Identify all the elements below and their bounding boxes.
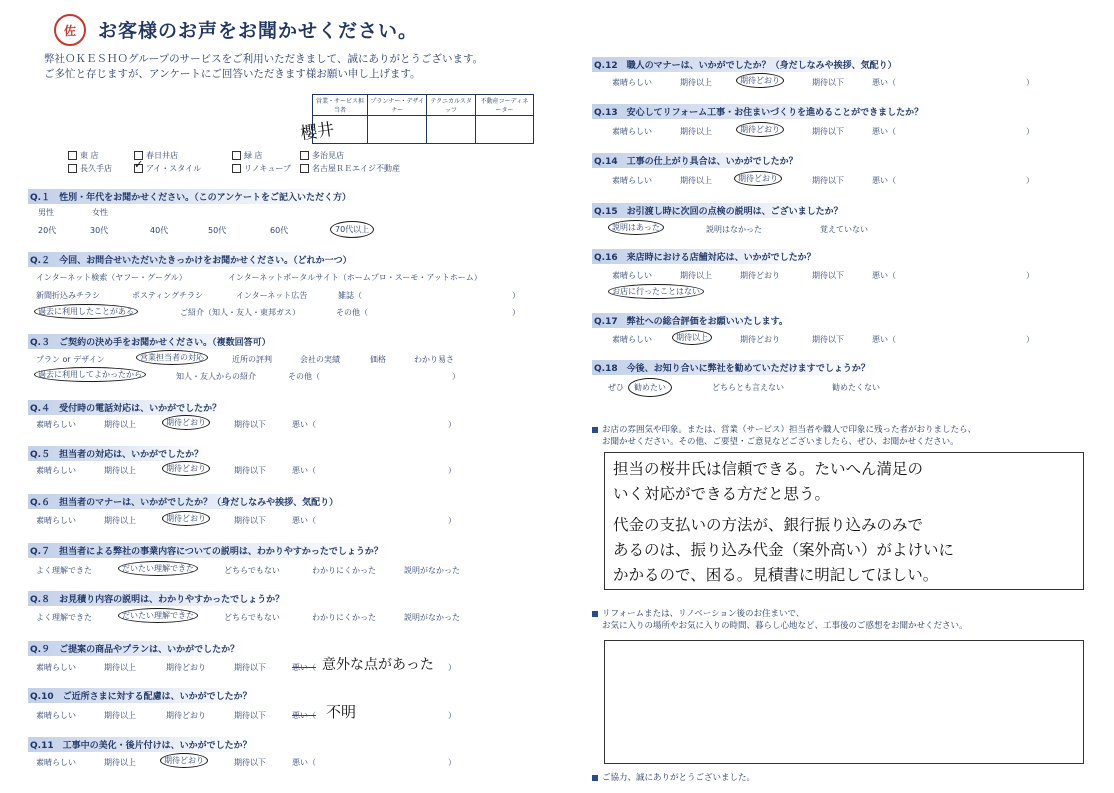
- q15-dont-remember[interactable]: 覚えていない: [820, 225, 868, 234]
- q14-below[interactable]: 期待以下: [812, 176, 844, 185]
- q2-internet-search[interactable]: インターネット検索（ヤフー・グーグル）: [36, 273, 187, 282]
- q1-female[interactable]: 女性: [92, 208, 108, 217]
- q11-above[interactable]: 期待以上: [104, 758, 136, 767]
- q15-not-explained[interactable]: 説明はなかった: [706, 225, 762, 234]
- q6-label: Q.６ 担当者のマナーは、いかがでしたか？（身だしなみや挨拶、気配り）: [28, 494, 344, 509]
- q11-bad-close: ）: [448, 758, 456, 767]
- q3-friend-referral[interactable]: 知人・友人からの紹介: [176, 372, 256, 381]
- branch-kasugai[interactable]: 春日井店: [134, 150, 178, 161]
- q3-track-record[interactable]: 会社の実績: [300, 355, 340, 364]
- q5-below[interactable]: 期待以下: [234, 466, 266, 475]
- staff-header-realestate: 不動産コーディネーター: [475, 95, 533, 116]
- q3-other-close: ）: [452, 372, 460, 381]
- staff-header-sales: 営業・サービス担当者: [313, 95, 368, 116]
- q15-label: Q.15 お引渡し時に次回の点検の説明は、ございましたか？: [592, 203, 849, 218]
- q4-label: Q.４ 受付時の電話対応は、いかがでしたか？: [28, 400, 227, 415]
- q12-as-expected-selected[interactable]: 期待どおり: [736, 73, 784, 88]
- branch-ai-style[interactable]: ✓ アイ・スタイル: [134, 158, 202, 173]
- q4-below[interactable]: 期待以下: [234, 420, 266, 429]
- impression-prompt-line-1: リフォームまたは、リノベーション後のお住まいで、: [602, 609, 805, 619]
- q17-label: Q.17 弊社への総合評価をお願いいたします。: [592, 313, 794, 328]
- q17-above-selected[interactable]: 期待以上: [672, 330, 712, 345]
- q12-excellent[interactable]: 素晴らしい: [612, 78, 652, 87]
- q2-magazine[interactable]: 雑誌（: [338, 291, 362, 300]
- q8-hard-to-understand[interactable]: わかりにくかった: [312, 613, 376, 622]
- q6-excellent[interactable]: 素晴らしい: [36, 516, 76, 525]
- q13-above[interactable]: 期待以上: [680, 127, 712, 136]
- q18-label: Q.18 今後、お知り合いに弊社を勧めていただけますでしょうか？: [592, 360, 876, 375]
- q11-label: Q.11 工事中の美化・後片付けは、いかがでしたか？: [28, 737, 258, 752]
- q9-as-expected[interactable]: 期待どおり: [166, 663, 206, 672]
- q3-clarity[interactable]: わかり易さ: [414, 355, 454, 364]
- q5-excellent[interactable]: 素晴らしい: [36, 466, 76, 475]
- comment-handwritten-text: [613, 457, 954, 588]
- company-seal-stamp: 佐: [54, 14, 86, 46]
- q10-below[interactable]: 期待以下: [234, 711, 266, 720]
- comment-prompt: [592, 424, 976, 448]
- q3-sales-rep-selected[interactable]: 営業担当者の対応: [136, 350, 208, 365]
- intro-line-2: ご多忙と存じますが、アンケートにご回答いただきます様お願い申し上げます。: [44, 68, 421, 80]
- q10-handwritten-comment: 不明: [326, 703, 357, 721]
- staff-cell-technical: [427, 116, 476, 144]
- q10-bad-close: ）: [448, 711, 456, 720]
- q5-bad-close: ）: [448, 466, 456, 475]
- q2-portal-site[interactable]: インターネットポータルサイト（ホームプロ・スーモ・アットホーム）: [228, 273, 482, 282]
- branch-tajimi[interactable]: 多治見店: [300, 150, 344, 161]
- q3-used-before-selected[interactable]: 過去に利用してよかったから: [34, 367, 146, 382]
- branch-renocube[interactable]: リノキューブ: [232, 163, 291, 174]
- page-title: お客様のお声をお聞かせください。: [98, 20, 419, 42]
- q14-above[interactable]: 期待以上: [680, 176, 712, 185]
- q8-well-understood[interactable]: よく理解できた: [36, 613, 92, 622]
- comment-line-2: いく対応ができる方だと思う。: [613, 485, 831, 503]
- staff-header-technical: テクニカルスタッフ: [427, 95, 476, 116]
- q1-age-30s[interactable]: 30代: [90, 226, 109, 235]
- q5-bad[interactable]: 悪い（: [292, 466, 316, 475]
- q4-bad-close: ）: [448, 420, 456, 429]
- q3-reputation[interactable]: 近所の評判: [232, 355, 272, 364]
- q14-excellent[interactable]: 素晴らしい: [612, 176, 652, 185]
- checkbox-icon[interactable]: [68, 164, 77, 173]
- q1-label: Q.１ 性別・年代をお聞かせください。（このアンケートをご記入いただく方）: [28, 189, 357, 204]
- staff-header-planner: プランナー・デザイナー: [367, 95, 426, 116]
- q12-below[interactable]: 期待以下: [812, 78, 844, 87]
- q3-other[interactable]: その他（: [288, 372, 320, 381]
- q6-bad-close: ）: [448, 516, 456, 525]
- q13-bad[interactable]: 悪い（: [872, 127, 896, 136]
- comment-box[interactable]: [604, 452, 1084, 590]
- q11-below[interactable]: 期待以下: [234, 758, 266, 767]
- q7-no-explanation[interactable]: 説明がなかった: [404, 566, 460, 575]
- q9-above[interactable]: 期待以上: [104, 663, 136, 672]
- bullet-square-icon: [592, 775, 598, 781]
- q1-age-40s[interactable]: 40代: [150, 226, 169, 235]
- q1-age-20s[interactable]: 20代: [38, 226, 57, 235]
- q7-neutral[interactable]: どちらでもない: [224, 566, 280, 575]
- q12-label: Q.12 職人のマナーは、いかがでしたか？（身だしなみや挨拶、気配り）: [592, 57, 903, 72]
- q5-label: Q.５ 担当者の対応は、いかがでしたか？: [28, 446, 209, 461]
- q16-label: Q.16 来店時における店舗対応は、いかがでしたか？: [592, 249, 822, 264]
- q13-as-expected-selected[interactable]: 期待どおり: [736, 122, 784, 137]
- q6-below[interactable]: 期待以下: [234, 516, 266, 525]
- q7-mostly-understood-selected[interactable]: だいたい理解できた: [118, 561, 198, 576]
- q17-excellent[interactable]: 素晴らしい: [612, 335, 652, 344]
- q1-male[interactable]: 男性: [38, 208, 54, 217]
- q2-newspaper-flyer[interactable]: 新聞折込みチラシ: [36, 291, 100, 300]
- bullet-square-icon: [592, 427, 598, 433]
- q8-mostly-understood-selected[interactable]: だいたい理解できた: [118, 608, 198, 623]
- q11-as-expected-selected[interactable]: 期待どおり: [160, 753, 208, 768]
- q10-label: Q.10 ご近所さまに対する配慮は、いかがでしたか？: [28, 688, 258, 703]
- q18-recommend-selected[interactable]: 勧めたい: [628, 378, 672, 397]
- q6-bad[interactable]: 悪い（: [292, 516, 316, 525]
- checkbox-icon[interactable]: [232, 151, 241, 160]
- q17-bad[interactable]: 悪い（: [872, 335, 896, 344]
- q11-excellent[interactable]: 素晴らしい: [36, 758, 76, 767]
- branch-nagakute[interactable]: 長久手店: [68, 163, 112, 174]
- q14-label: Q.14 工事の仕上がり具合は、いかがでしたか？: [592, 153, 804, 168]
- q6-as-expected-selected[interactable]: 期待どおり: [162, 511, 210, 526]
- q2-magazine-close: ）: [512, 291, 520, 300]
- branch-re-age[interactable]: 名古屋ＲＥエイジ不動産: [300, 163, 400, 174]
- comment-line-3: 代金の支払いの方法が、銀行振り込みのみで: [613, 516, 924, 534]
- q2-other-close: ）: [512, 308, 520, 317]
- comment-line-4: あるのは、振り込み代金（案外高い）がよけいに: [613, 541, 955, 559]
- q8-no-explanation[interactable]: 説明がなかった: [404, 613, 460, 622]
- q14-bad-close: ）: [1026, 176, 1034, 185]
- q9-handwritten-comment: 意外な点があった: [322, 657, 434, 673]
- q2-other[interactable]: その他（: [336, 308, 368, 317]
- q16-bad[interactable]: 悪い（: [872, 271, 896, 280]
- q9-below[interactable]: 期待以下: [234, 663, 266, 672]
- q17-as-expected[interactable]: 期待どおり: [740, 335, 780, 344]
- q7-well-understood[interactable]: よく理解できた: [36, 566, 92, 575]
- q2-used-before-selected[interactable]: 過去に利用したことがある: [34, 304, 138, 319]
- q5-as-expected-selected[interactable]: 期待どおり: [162, 461, 210, 476]
- staff-cell-realestate: [475, 116, 533, 144]
- q9-excellent[interactable]: 素晴らしい: [36, 663, 76, 672]
- q14-bad[interactable]: 悪い（: [872, 176, 896, 185]
- q12-above[interactable]: 期待以上: [680, 78, 712, 87]
- q17-bad-close: ）: [1026, 335, 1034, 344]
- q2-label: Q.２ 今回、お問合せいただいたきっかけをお聞かせください。（どれか一つ）: [28, 252, 358, 267]
- checkbox-icon[interactable]: [68, 151, 77, 160]
- q10-above[interactable]: 期待以上: [104, 711, 136, 720]
- q13-label: Q.13 安心してリフォーム工事・お住まいづくりを進めることができましたか？: [592, 104, 929, 119]
- q6-above[interactable]: 期待以上: [104, 516, 136, 525]
- q18-neutral[interactable]: どちらとも言えない: [712, 383, 784, 392]
- q12-bad[interactable]: 悪い（: [872, 78, 896, 87]
- q14-as-expected-selected[interactable]: 期待どおり: [734, 171, 782, 186]
- footer-thanks: ご協力、誠にありがとうございました。: [592, 772, 755, 784]
- q11-bad[interactable]: 悪い（: [292, 758, 316, 767]
- checkbox-icon[interactable]: [232, 164, 241, 173]
- q16-below[interactable]: 期待以下: [812, 271, 844, 280]
- q3-plan-design[interactable]: プラン or デザイン: [36, 355, 105, 364]
- comment-line-1: 担当の桜井氏は信頼できる。たいへん満足の: [613, 460, 924, 478]
- q16-as-expected[interactable]: 期待どおり: [740, 271, 780, 280]
- q10-as-expected[interactable]: 期待どおり: [166, 711, 206, 720]
- q4-bad[interactable]: 悪い（: [292, 420, 316, 429]
- branch-higashi[interactable]: 東 店: [68, 150, 99, 161]
- checkbox-icon[interactable]: [300, 151, 309, 160]
- q7-hard-to-understand[interactable]: わかりにくかった: [312, 566, 376, 575]
- staff-cell-planner: [367, 116, 426, 144]
- q1-age-50s[interactable]: 50代: [208, 226, 227, 235]
- q13-bad-close: ）: [1026, 127, 1034, 136]
- checkmark-icon: ✓: [134, 158, 144, 171]
- intro-text: [44, 52, 564, 82]
- q16-never-visited-selected[interactable]: お店に行ったことはない: [608, 284, 704, 299]
- q16-bad-close: ）: [1026, 271, 1034, 280]
- q8-label: Q.８ お見積り内容の説明は、わかりやすかったでしょうか？: [28, 591, 290, 606]
- q9-label: Q.９ ご提案の商品やプランは、いかがでしたか？: [28, 641, 245, 656]
- q9-bad-struck[interactable]: 悪い（: [292, 663, 316, 672]
- staff-table: [312, 94, 534, 144]
- q16-above[interactable]: 期待以上: [680, 271, 712, 280]
- intro-line-1: 弊社ＯＫＥＳＨＯグループのサービスをご利用いただきまして、誠にありがとうございます。: [44, 53, 484, 65]
- q1-age-70s-selected[interactable]: 70代以上: [330, 221, 374, 238]
- q4-above[interactable]: 期待以上: [104, 420, 136, 429]
- staff-name-handwritten: 櫻井: [299, 119, 336, 145]
- q16-excellent[interactable]: 素晴らしい: [612, 271, 652, 280]
- comment-prompt-line-1: お店の雰囲気や印象。または、営業（サービス）担当者や職人で印象に残った者がおりましたら、: [602, 425, 977, 435]
- q13-below[interactable]: 期待以下: [812, 127, 844, 136]
- q8-neutral[interactable]: どちらでもない: [224, 613, 280, 622]
- comment-line-5: かかるので、困る。見積書に明記してほしい。: [613, 566, 939, 584]
- q2-referral[interactable]: ご紹介（知人・友人・東邦ガス）: [180, 308, 300, 317]
- q15-explained-selected[interactable]: 説明はあった: [608, 220, 664, 235]
- q3-label: Q.３ ご契約の決め手をお聞かせください。（複数回答可）: [28, 334, 277, 349]
- impression-prompt: [592, 608, 968, 632]
- branch-midori[interactable]: 緑 店: [232, 150, 263, 161]
- q9-bad-close: ）: [448, 663, 456, 672]
- q1-age-60s[interactable]: 60代: [270, 226, 289, 235]
- q10-excellent[interactable]: 素晴らしい: [36, 711, 76, 720]
- q4-excellent[interactable]: 素晴らしい: [36, 420, 76, 429]
- q10-bad-struck[interactable]: 悪い（: [292, 711, 316, 720]
- q17-below[interactable]: 期待以下: [812, 335, 844, 344]
- checkbox-icon[interactable]: [300, 164, 309, 173]
- q2-internet-ad[interactable]: インターネット広告: [236, 291, 308, 300]
- q4-as-expected-selected[interactable]: 期待どおり: [162, 415, 210, 430]
- q13-excellent[interactable]: 素晴らしい: [612, 127, 652, 136]
- bullet-square-icon: [592, 611, 598, 617]
- q12-bad-close: ）: [1026, 78, 1034, 87]
- q5-above[interactable]: 期待以上: [104, 466, 136, 475]
- impression-box[interactable]: [604, 640, 1084, 764]
- comment-prompt-line-2: お聞かせください。その他、ご要望・ご意見などございましたら、ぜひ、お聞かせください。: [602, 437, 959, 447]
- q2-posting-flyer[interactable]: ポスティングチラシ: [132, 291, 204, 300]
- q18-definitely[interactable]: ぜひ: [608, 383, 624, 392]
- q18-not-recommend[interactable]: 勧めたくない: [832, 383, 880, 392]
- impression-prompt-line-2: お気に入りの場所やお気に入りの時間、暮らし心地など、工事後のご感想をお聞かせください。: [602, 621, 968, 631]
- q7-label: Q.７ 担当者による弊社の事業内容についての説明は、わかりやすかったでしょうか？: [28, 543, 389, 558]
- q3-price[interactable]: 価格: [370, 355, 386, 364]
